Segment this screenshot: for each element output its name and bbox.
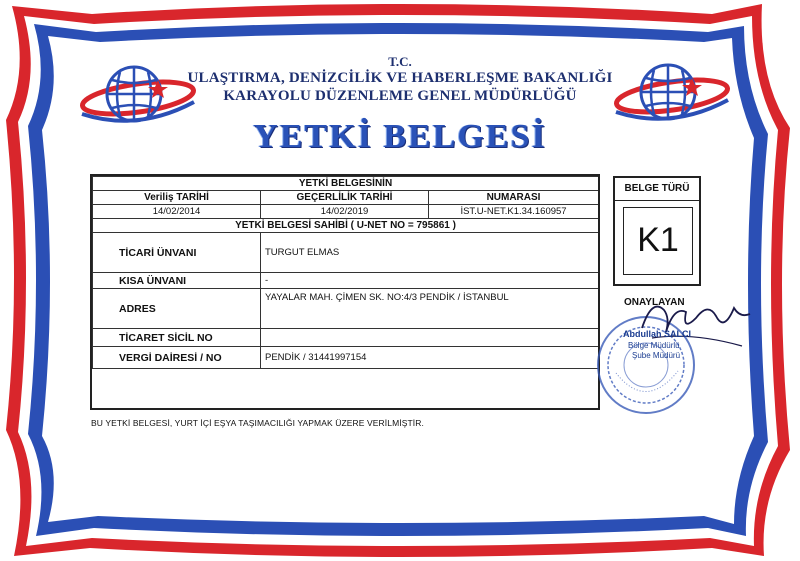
- trade-name-value: TURGUT ELMAS: [261, 233, 599, 273]
- address-label: ADRES: [93, 289, 261, 329]
- short-name-label: KISA ÜNVANI: [93, 273, 261, 289]
- signer-name: Abdullah SALCI: [623, 329, 691, 339]
- signer-title-2: Şube Müdürü: [632, 351, 681, 360]
- valid-date: 14/02/2019: [261, 205, 429, 219]
- certificate-type-label: BELGE TÜRÜ: [615, 178, 699, 201]
- trade-name-label: TİCARİ ÜNVANI: [93, 233, 261, 273]
- valid-date-header: GEÇERLİLİK TARİHİ: [261, 191, 429, 205]
- header-ministry: ULAŞTIRMA, DENİZCİLİK VE HABERLEŞME BAKANLIĞI: [187, 70, 613, 86]
- certificate-type-box: [613, 176, 701, 286]
- tax-office-label: VERGİ DAİRESİ / NO: [93, 347, 261, 369]
- header-tc: T.C.: [388, 54, 412, 69]
- number-header: NUMARASI: [429, 191, 599, 205]
- document-title: YETKİ BELGESİ: [253, 118, 547, 155]
- trade-registry-label: TİCARET SİCİL NO: [93, 329, 261, 347]
- signer-title-1: Bölge Müdürlü: [628, 341, 680, 350]
- short-name-value: -: [261, 273, 599, 289]
- issue-date-header: Veriliş TARİHİ: [93, 191, 261, 205]
- tax-office-value: PENDİK / 31441997154: [261, 347, 599, 369]
- address-value: YAYALAR MAH. ÇİMEN SK. NO:4/3 PENDİK / İSTANBUL: [261, 289, 599, 329]
- footer-note: BU YETKİ BELGESİ, YURT İÇİ EŞYA TAŞIMACILIĞI YAPMAK ÜZERE VERİLMİŞTİR.: [91, 418, 424, 428]
- holder-heading: YETKİ BELGESİ SAHİBİ ( U-NET NO = 795861 ): [93, 219, 599, 233]
- trade-registry-value: [261, 329, 599, 347]
- certificate-type-value: K1: [623, 207, 693, 275]
- issue-date: 14/02/2014: [93, 205, 261, 219]
- certificate-heading: YETKİ BELGESİNİN: [93, 177, 599, 191]
- certificate-number: İST.U-NET.K1.34.160957: [429, 205, 599, 219]
- approved-by-label: ONAYLAYAN: [624, 297, 685, 308]
- header-directorate: KARAYOLU DÜZENLEME GENEL MÜDÜRLÜĞÜ: [223, 88, 577, 104]
- certificate-table: [92, 176, 599, 369]
